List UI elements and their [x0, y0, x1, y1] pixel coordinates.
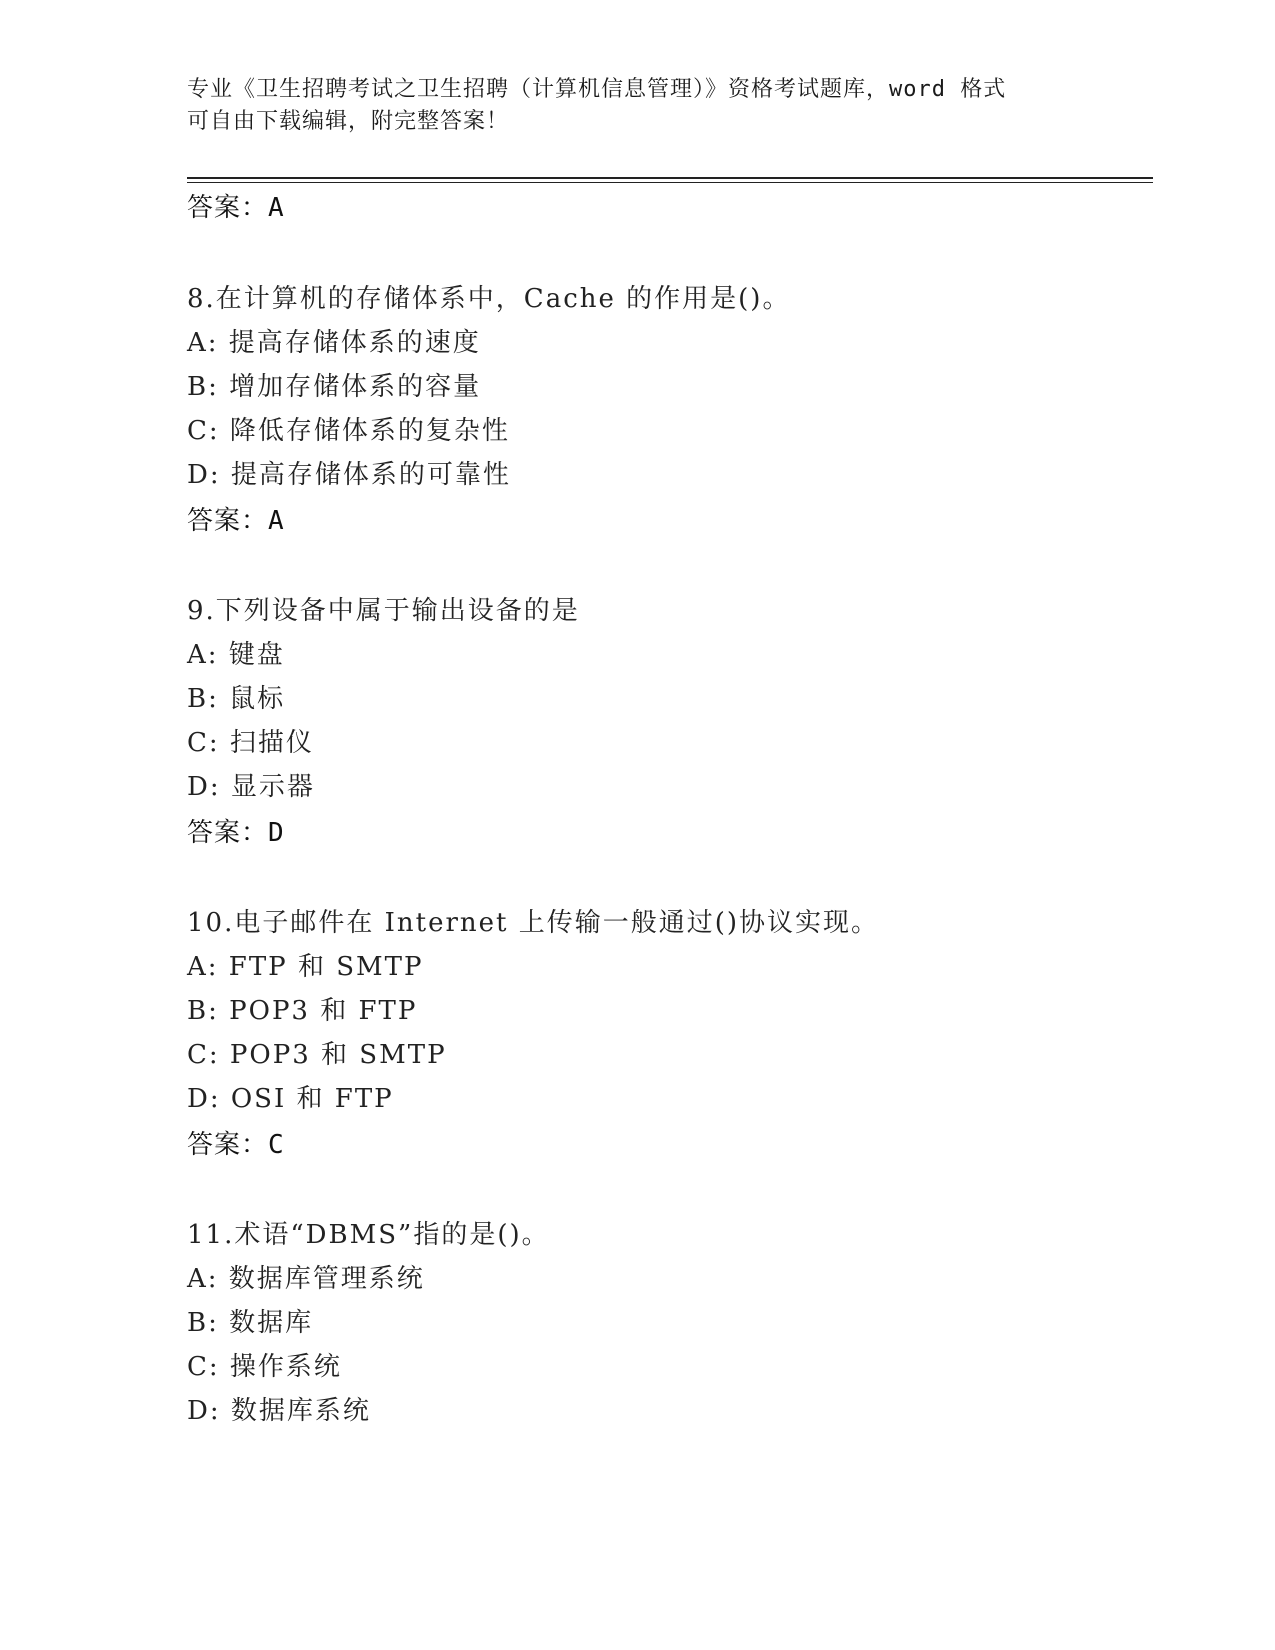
option-c: C: POP3 和 SMTP	[187, 1040, 447, 1070]
option-b: B: POP3 和 FTP	[187, 996, 418, 1026]
option-a: A: FTP 和 SMTP	[187, 952, 424, 982]
question-stem: 11.术语“DBMS”指的是()。	[187, 1220, 550, 1250]
question-stem: 8.在计算机的存储体系中，Cache 的作用是()。	[187, 284, 791, 314]
option-c: C: 降低存储体系的复杂性	[187, 416, 510, 446]
option-a: A: 提高存储体系的速度	[187, 328, 481, 358]
previous-answer: 答案：A	[187, 193, 285, 223]
answer: 答案：D	[187, 818, 285, 848]
question-stem: 9.下列设备中属于输出设备的是	[187, 596, 580, 626]
answer: 答案：A	[187, 506, 285, 536]
question-stem: 10.电子邮件在 Internet 上传输一般通过()协议实现。	[187, 908, 880, 938]
option-c: C: 操作系统	[187, 1352, 342, 1382]
option-c: C: 扫描仪	[187, 728, 314, 758]
document-header	[187, 74, 1087, 138]
option-b: B: 鼠标	[187, 684, 286, 714]
option-b: B: 增加存储体系的容量	[187, 372, 482, 402]
option-b: B: 数据库	[187, 1308, 314, 1338]
option-d: D: 数据库系统	[187, 1396, 371, 1426]
header-line-2: 可自由下载编辑，附完整答案！	[187, 109, 510, 134]
option-d: D: 提高存储体系的可靠性	[187, 460, 511, 490]
option-d: D: OSI 和 FTP	[187, 1084, 394, 1114]
header-divider-thick	[187, 177, 1153, 179]
header-divider-thin	[187, 182, 1153, 183]
option-a: A: 键盘	[187, 640, 285, 670]
option-a: A: 数据库管理系统	[187, 1264, 425, 1294]
option-d: D: 显示器	[187, 772, 315, 802]
answer: 答案：C	[187, 1130, 285, 1160]
header-line-1: 专业《卫生招聘考试之卫生招聘（计算机信息管理）》资格考试题库，word 格式	[187, 77, 1007, 102]
